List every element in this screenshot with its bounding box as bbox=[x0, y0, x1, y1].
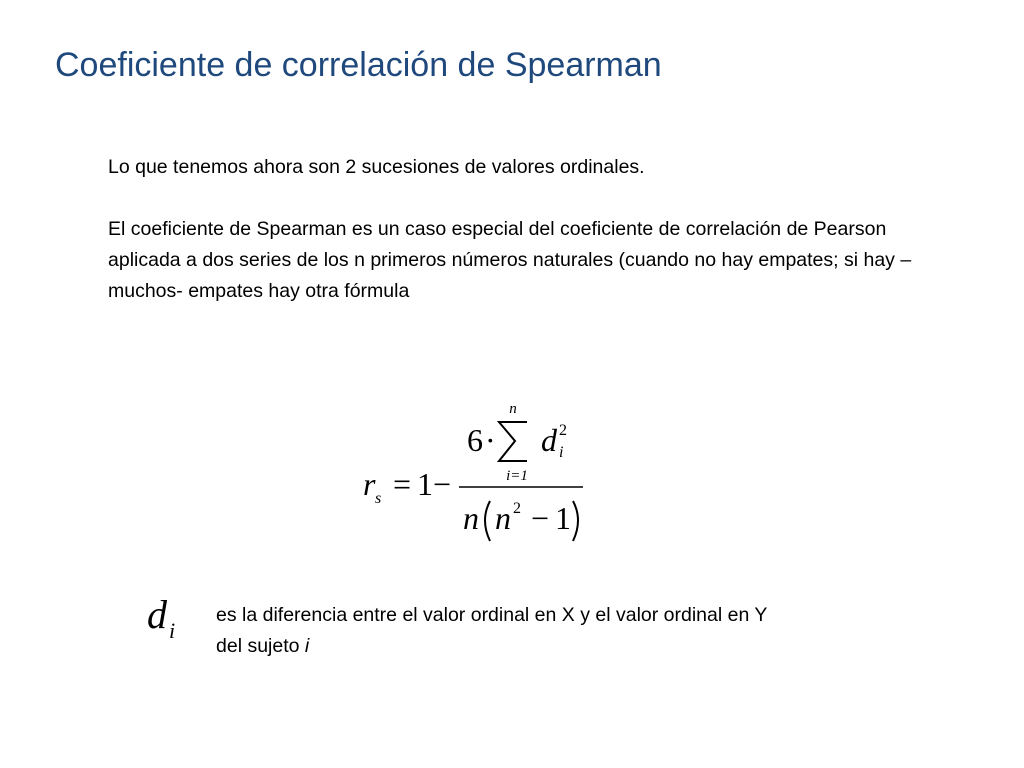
di-description bbox=[216, 600, 776, 662]
denominator-n-squared: n bbox=[495, 500, 511, 536]
denominator-n: n bbox=[463, 500, 479, 536]
formula-equals: = bbox=[393, 466, 412, 502]
formula-dot: · bbox=[485, 422, 496, 458]
formula-d: d bbox=[541, 422, 557, 458]
spearman-formula bbox=[355, 395, 605, 555]
denominator-minus: − bbox=[531, 500, 550, 536]
formula-minus: − bbox=[433, 466, 452, 502]
denominator-one: 1 bbox=[555, 500, 571, 536]
formula-d-subscript: i bbox=[559, 444, 564, 461]
di-symbol-subscript: i bbox=[169, 618, 176, 643]
formula-one: 1 bbox=[417, 466, 433, 502]
body-text bbox=[108, 152, 938, 307]
di-description-italic: i bbox=[304, 635, 310, 657]
di-symbol-d: d bbox=[147, 592, 167, 637]
right-paren-icon bbox=[573, 501, 578, 541]
summation-icon bbox=[499, 422, 527, 461]
left-paren-icon bbox=[485, 501, 490, 541]
formula-d-superscript: 2 bbox=[559, 422, 567, 439]
sum-upper-limit: n bbox=[509, 401, 517, 417]
spearman-formula-svg bbox=[355, 395, 605, 555]
slide-title: Coeficiente de correlación de Spearman bbox=[55, 46, 662, 84]
formula-lhs-subscript: s bbox=[375, 490, 382, 507]
formula-lhs-r: r bbox=[363, 466, 376, 502]
paragraph-ordinal-sequences: Lo que tenemos ahora son 2 sucesiones de valores ordinales. bbox=[108, 156, 645, 178]
denominator-superscript: 2 bbox=[513, 500, 521, 517]
di-symbol bbox=[143, 590, 203, 650]
formula-six: 6 bbox=[467, 422, 483, 458]
paragraph-spearman-definition: El coeficiente de Spearman es un caso especial del coeficiente de correlación de Pearson aplicada a dos series de los n primeros números naturales (cuando no hay empates; si hay –muchos- empates hay otra fórmula bbox=[108, 218, 912, 302]
di-description-text: es la diferencia entre el valor ordinal en X y el valor ordinal en Y del sujeto bbox=[216, 604, 768, 657]
di-symbol-svg bbox=[143, 590, 203, 650]
sum-lower-limit: i=1 bbox=[506, 468, 528, 484]
